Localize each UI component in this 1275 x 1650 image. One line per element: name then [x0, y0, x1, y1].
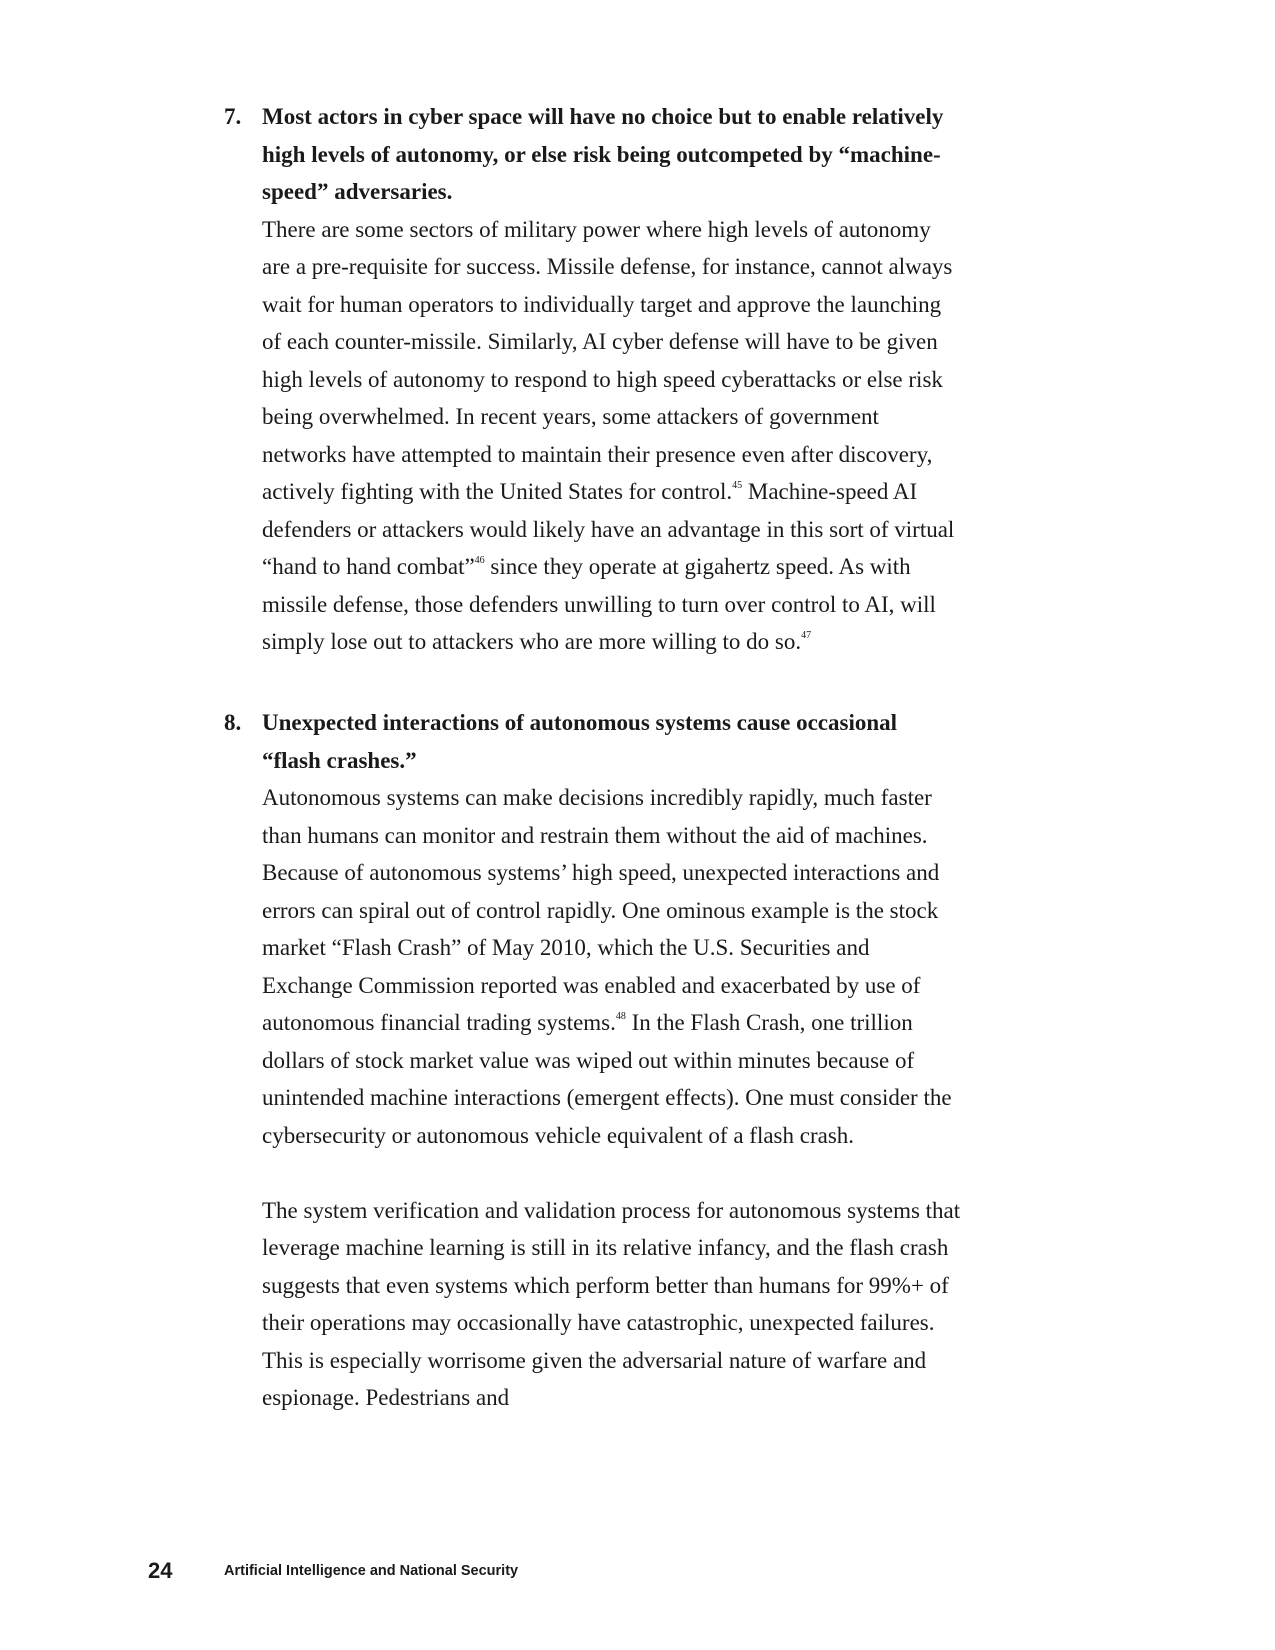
paragraph-text: since they operate at gigahertz speed. As with missile defense, those defenders unwilling to turn over control to AI, will simply lose out to attackers who are more willing to do so.	[262, 554, 936, 654]
paragraph-text: In the Flash Crash, one trillion dollars of stock market value was wiped out within minutes because of unintended machine interactions (emergent effects). One must consider the cybersecurity or autonomous vehicle equivalent of a flash crash.	[262, 1010, 952, 1148]
item-heading: Unexpected interactions of autonomous systems cause occasional “flash crashes.”	[262, 710, 898, 773]
item-heading: Most actors in cyber space will have no choice but to enable relatively high levels of autonomy, or else risk being outcompeted by “machine-speed” adversaries.	[262, 104, 944, 204]
footnote-ref: 45	[732, 480, 743, 492]
list-item-7	[224, 98, 984, 661]
numbered-item	[224, 704, 984, 1417]
page-footer	[148, 1558, 948, 1588]
numbered-item	[224, 98, 984, 661]
list-item-8	[224, 704, 984, 1417]
footer-document-title: Artificial Intelligence and National Security	[224, 1563, 519, 1579]
paragraph-gap	[262, 1154, 984, 1192]
paragraph-text: There are some sectors of military power where high levels of autonomy are a pre-requisite for success. Missile defense, for instance, cannot always wait for human operators to individually target and approve the launching of each counter-missile. Similarly, AI cyber defense will have to be given high levels of autonomy to respond to high speed cyberattacks or else risk being overwhelmed. In recent years, some attackers of government networks have attempted to maintain their presence even after discovery, actively fighting with the United States for control.	[262, 216, 953, 504]
footnote-ref: 48	[615, 1011, 626, 1023]
paragraph-text: Machine-speed AI defenders or attackers would likely have an advantage in this sort of virtual “hand to hand combat”	[262, 479, 955, 579]
footnote-ref: 47	[801, 630, 812, 642]
item-number: 8.	[224, 710, 242, 735]
page-number: 24	[148, 1558, 173, 1583]
item-paragraph	[262, 779, 962, 1154]
item-paragraph: The system verification and validation process for autonomous systems that leverage machine learning is still in its relative infancy, and the flash crash suggests that even systems which perform better than humans for 99%+ of their operations may occasionally have catastrophic, unexpected failures. This is especially worrisome given the adversarial nature of warfare and espionage. Pedestrians and	[262, 1197, 961, 1410]
footnote-ref: 46	[474, 555, 485, 567]
item-paragraph	[262, 211, 962, 661]
paragraph-text: Autonomous systems can make decisions incredibly rapidly, much faster than humans can monitor and restrain them without the aid of machines. Because of autonomous systems’ high speed, unexpected interactions and errors can spiral out of control rapidly. One ominous example is the stock market “Flash Crash” of May 2010, which the U.S. Securities and Exchange Commission reported was enabled and exacerbated by use of autonomous financial trading systems.	[262, 785, 940, 1035]
item-number: 7.	[224, 104, 242, 129]
